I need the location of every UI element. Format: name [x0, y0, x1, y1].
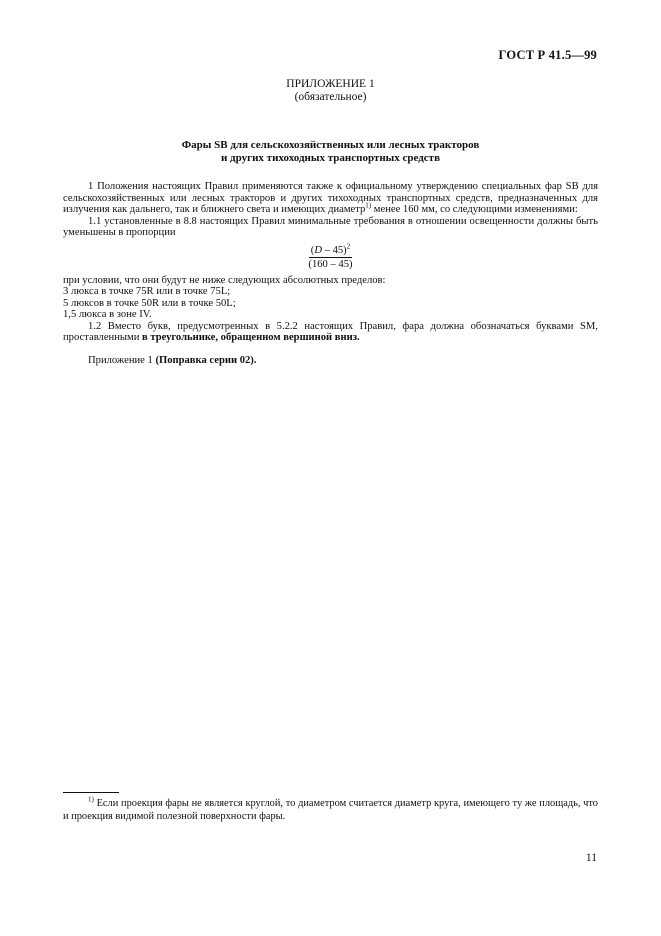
numerator-open: (	[310, 244, 315, 256]
fraction-numerator	[309, 241, 352, 259]
footnote-paragraph	[63, 797, 598, 823]
paragraph-1-2-bold: в треугольнике, обращенном вершиной вниз.	[142, 332, 360, 343]
body-text	[63, 181, 598, 366]
paragraph-condition: при условии, что они будут не ниже следующих абсолютных пределов:	[63, 274, 386, 286]
annex-title-block	[0, 78, 661, 104]
amendment-note	[63, 355, 598, 367]
numerator-exponent: 2	[346, 241, 351, 250]
standard-code: ГОСТ Р 41.5—99	[498, 48, 597, 62]
annex-title: ПРИЛОЖЕНИЕ 1	[286, 78, 375, 90]
page-number: 11	[585, 852, 597, 864]
paragraph-1-2	[63, 321, 598, 344]
list-item: 1,5 люкса в зоне IV.	[63, 309, 152, 320]
fraction	[308, 241, 353, 271]
footnote-ref: 1)	[365, 201, 372, 210]
footnote-marker: 1)	[88, 795, 94, 804]
fraction-denominator: (160 – 45)	[308, 259, 353, 270]
section-heading-line1: Фары SB для сельскохозяйственных или лесных тракторов	[181, 139, 480, 151]
numerator-rest: – 45)	[321, 244, 347, 256]
paragraph-1-1: 1.1 установленные в 8.8 настоящих Правил минимальные требования в отношении освещенности должны быть уменьшены в пропорции	[63, 215, 598, 238]
annex-status: (обязательное)	[294, 91, 367, 103]
list-item: 3 люкса в точке 75R или в точке 75L;	[63, 286, 231, 297]
paragraph-1	[63, 181, 598, 216]
footnote-text: Если проекция фары не является круглой, то диаметром считается диаметр круга, имеющего ту же площадь, что и проекция видимой полезной поверхности фары.	[63, 798, 598, 822]
amendment-note-bold: (Поправка серии 02).	[155, 354, 257, 366]
numerator-variable: D	[314, 244, 322, 256]
footnote	[63, 797, 598, 823]
section-heading	[0, 139, 661, 165]
paragraph-1-2-text: 1.2 Вместо букв, предусмотренных в 5.2.2 настоящих Правил, фара должна обозначаться буквами SM, проставленными	[63, 320, 598, 343]
proportion-formula	[63, 241, 598, 271]
section-heading-line2: и других тихоходных транспортных средств	[220, 152, 441, 164]
footnote-divider	[63, 792, 119, 793]
paragraph-1-text: 1 Положения настоящих Правил применяются также к официальному утверждению специальных фар SB для сельскохозяйственных или лесных тракторов и других тихоходных транспортных средств, предназначенных для излучения как дальнего, так и ближнего света и имеющих диаметр	[63, 181, 598, 215]
amendment-note-text: Приложение 1	[88, 354, 156, 366]
spacer	[63, 344, 598, 355]
paragraph-1-text-end: менее 160 мм, со следующими изменениями:	[371, 204, 578, 215]
list-item: 5 люксов в точке 50R или в точке 50L;	[63, 297, 236, 309]
